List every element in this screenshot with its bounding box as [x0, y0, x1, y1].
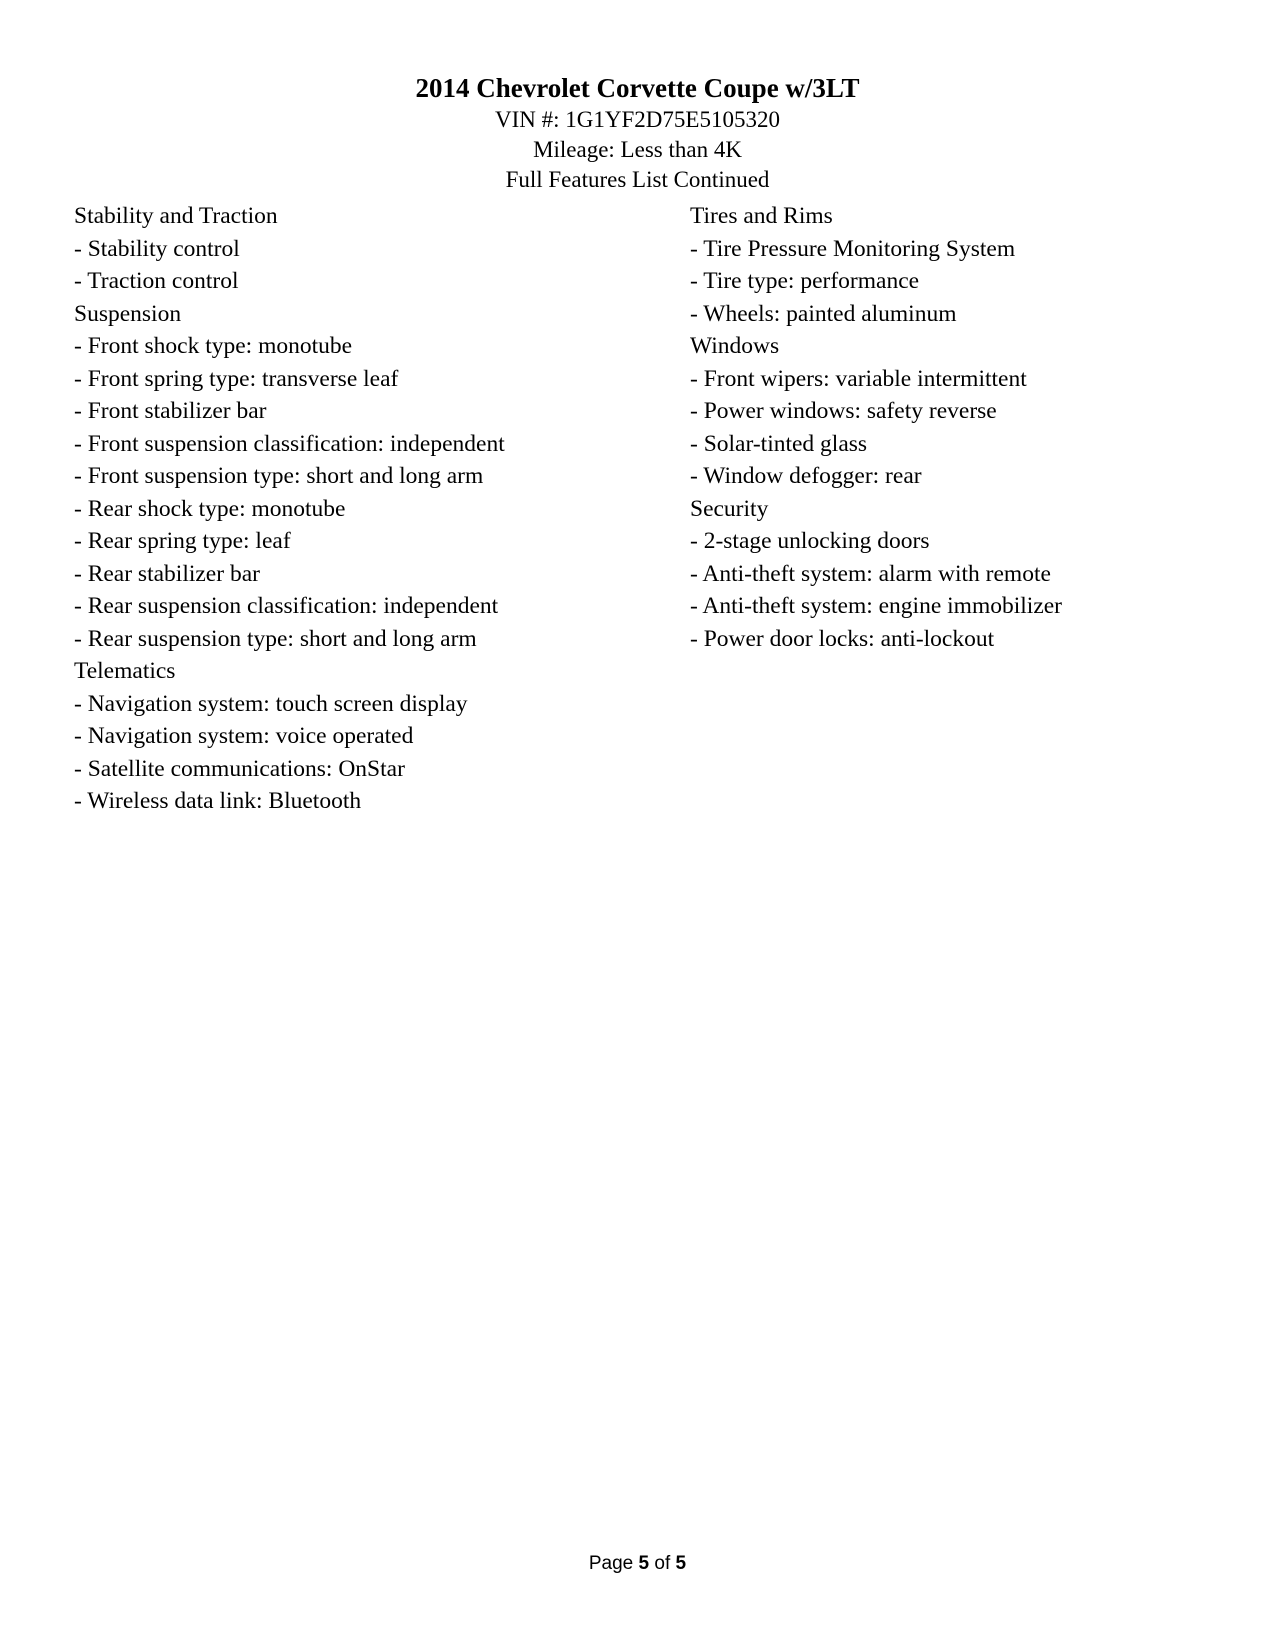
- document-title: 2014 Chevrolet Corvette Coupe w/3LT: [415, 73, 860, 103]
- page-footer: [0, 1552, 1275, 1576]
- page-label: Page: [588, 1553, 634, 1574]
- feature-item: - Rear suspension type: short and long arm: [74, 625, 477, 652]
- section-heading-windows: Windows: [690, 333, 780, 359]
- feature-item: - Satellite communications: OnStar: [74, 755, 405, 782]
- feature-item: - Front suspension type: short and long arm: [74, 463, 484, 489]
- page-total: 5: [675, 1553, 687, 1574]
- feature-item: - Front shock type: monotube: [74, 333, 353, 359]
- section-heading-suspension: Suspension: [74, 300, 182, 327]
- feature-item: - Anti-theft system: engine immobilizer: [690, 593, 1063, 619]
- mileage: Mileage: Less than 4K: [533, 137, 742, 162]
- feature-item: - Stability control: [74, 235, 240, 262]
- feature-item: - Rear spring type: leaf: [74, 528, 291, 554]
- feature-item: - Rear stabilizer bar: [74, 560, 260, 587]
- feature-item: - Wheels: painted aluminum: [690, 300, 957, 327]
- section-heading-telematics: Telematics: [74, 658, 176, 684]
- feature-item: - Power door locks: anti-lockout: [690, 625, 995, 652]
- feature-item: - Front wipers: variable intermittent: [690, 365, 1027, 392]
- document-header: [0, 72, 1275, 195]
- page-of-label: of: [654, 1553, 671, 1574]
- feature-item: - Rear shock type: monotube: [74, 495, 346, 522]
- feature-item: - Power windows: safety reverse: [690, 398, 997, 424]
- section-heading-stability: Stability and Traction: [74, 203, 278, 229]
- left-features-column: [74, 200, 674, 818]
- feature-item: - Front suspension classification: independent: [74, 430, 505, 457]
- feature-item: - Front stabilizer bar: [74, 398, 267, 424]
- feature-item: - Tire Pressure Monitoring System: [690, 235, 1016, 262]
- feature-item: - 2-stage unlocking doors: [690, 528, 930, 554]
- feature-item: - Solar-tinted glass: [690, 430, 868, 457]
- document-subtitle: Full Features List Continued: [505, 167, 770, 192]
- section-heading-security: Security: [690, 495, 769, 522]
- feature-item: - Navigation system: touch screen display: [74, 690, 468, 717]
- feature-item: - Front spring type: transverse leaf: [74, 365, 399, 392]
- feature-item: - Rear suspension classification: independent: [74, 593, 499, 619]
- section-heading-tires: Tires and Rims: [690, 203, 833, 229]
- feature-item: - Navigation system: voice operated: [74, 723, 414, 749]
- vin-number: VIN #: 1G1YF2D75E5105320: [495, 107, 780, 132]
- feature-item: - Traction control: [74, 268, 239, 294]
- right-features-column: [690, 200, 1250, 655]
- feature-item: - Tire type: performance: [690, 268, 920, 294]
- feature-item: - Window defogger: rear: [690, 463, 922, 489]
- page-current: 5: [638, 1553, 650, 1574]
- feature-item: - Anti-theft system: alarm with remote: [690, 560, 1051, 587]
- feature-item: - Wireless data link: Bluetooth: [74, 788, 362, 814]
